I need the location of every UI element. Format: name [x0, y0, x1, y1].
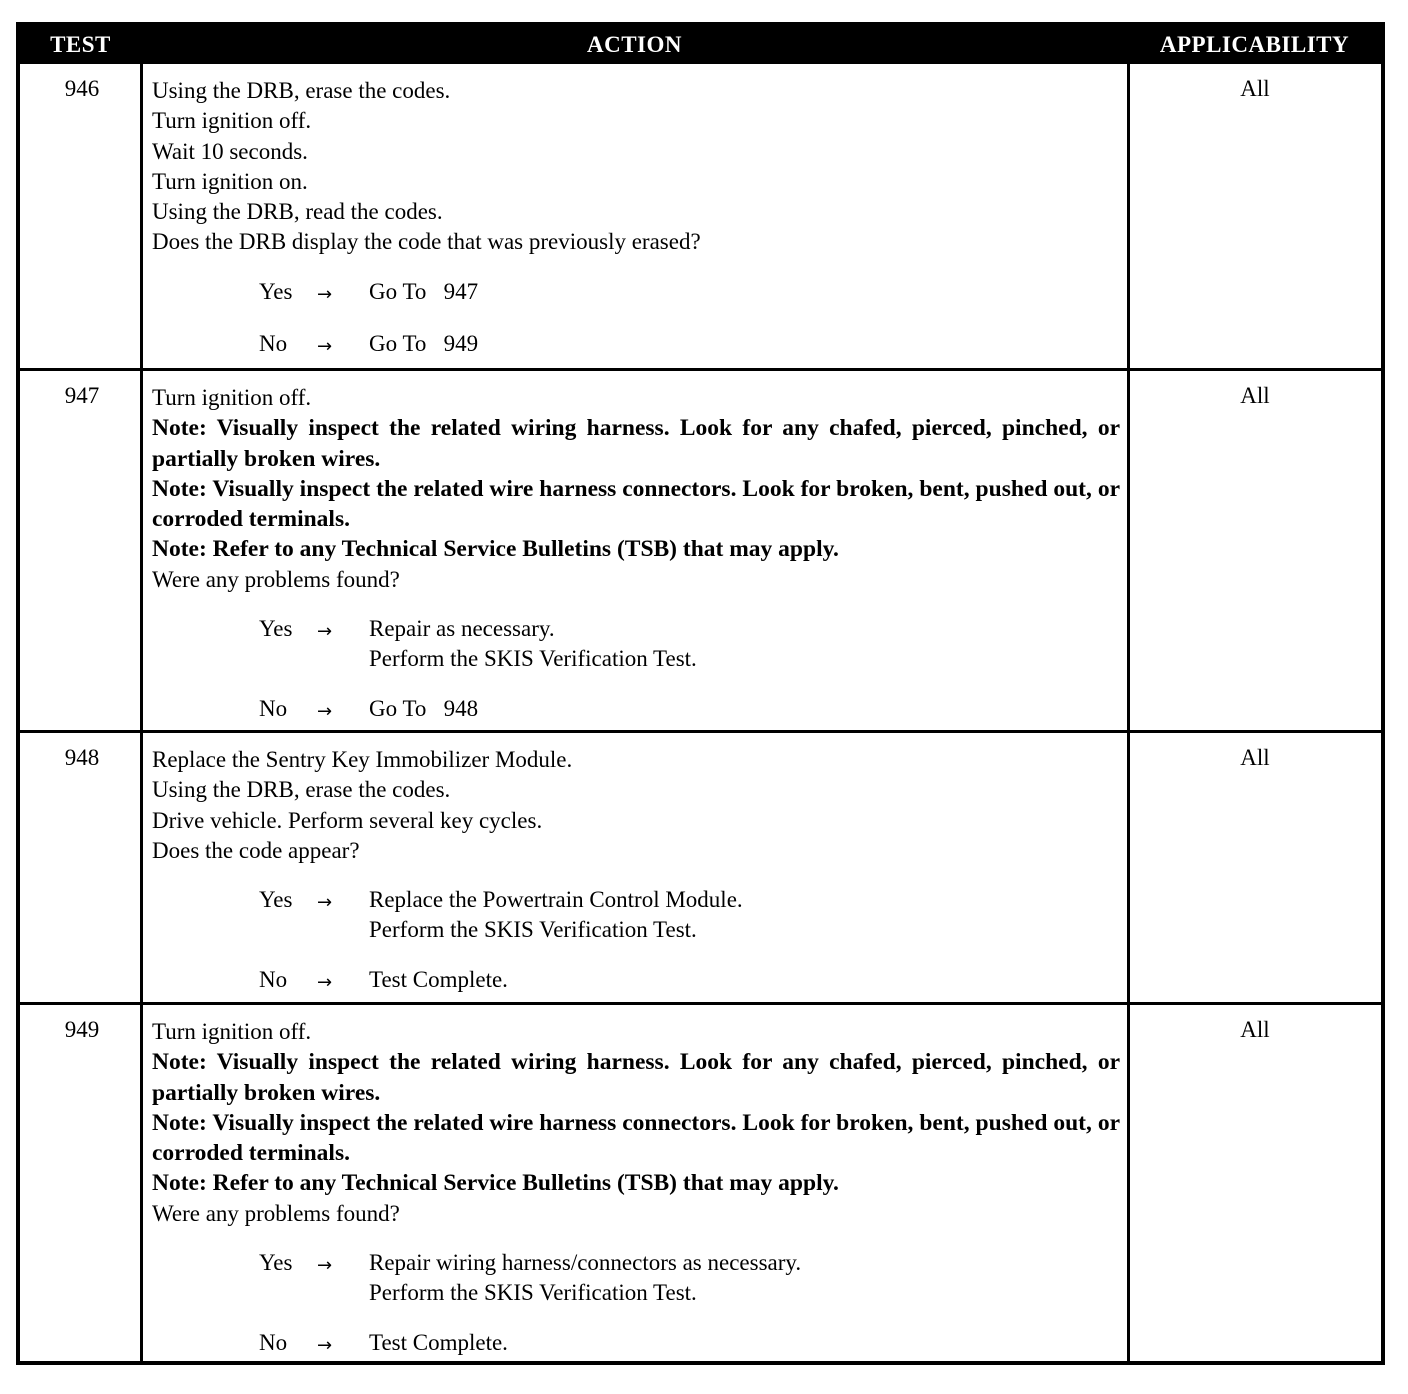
applicability-cell: All: [1240, 76, 1270, 101]
question-text: Does the DRB display the code that was previously erased?: [152, 229, 701, 255]
note-text: Note: Refer to any Technical Service Bulletins (TSB) that may apply.: [152, 536, 839, 563]
no-branch: [259, 1328, 1120, 1361]
yes-branch: [259, 277, 1120, 310]
result-line: Repair as necessary.: [369, 616, 555, 642]
test-number: 946: [64, 76, 100, 101]
table-row-946: [20, 64, 1381, 368]
table-row-948: [20, 730, 1381, 1002]
test-number: 947: [64, 383, 100, 408]
note-text: Note: Refer to any Technical Service Bulletins (TSB) that may apply.: [152, 1170, 839, 1197]
step-text: Using the DRB, read the codes.: [152, 199, 443, 225]
header-applicability: APPLICABILITY: [1159, 32, 1350, 57]
applicability-cell: All: [1240, 383, 1270, 408]
applicability-cell: All: [1240, 1017, 1270, 1042]
question-text: Does the code appear?: [152, 837, 360, 863]
no-branch: [259, 329, 1120, 362]
test-table: [16, 22, 1385, 1365]
arrow-icon: →: [317, 621, 333, 643]
result-line: Test Complete.: [369, 966, 508, 992]
step-text: Using the DRB, erase the codes.: [152, 777, 451, 803]
yes-label: Yes: [259, 887, 293, 913]
no-result: [369, 329, 478, 362]
test-number: 949: [64, 1017, 100, 1042]
result-line: Repair wiring harness/connectors as necessary.: [369, 1250, 802, 1276]
step-text: Drive vehicle. Perform several key cycles.: [152, 807, 543, 833]
decision-branches: [152, 614, 1120, 727]
yes-result: [369, 885, 743, 946]
result-line: Perform the SKIS Verification Test.: [369, 646, 697, 672]
applicability-cell: All: [1240, 745, 1270, 770]
step-text: Wait 10 seconds.: [152, 138, 308, 164]
result-line: Test Complete.: [369, 1329, 508, 1355]
yes-result: [369, 277, 478, 310]
step-text: Turn ignition off.: [152, 385, 312, 410]
note-text: Note: Visually inspect the related wiring harness. Look for any chafed, pierced, pinched, or partially broken wires.: [152, 1049, 1120, 1106]
no-branch: [259, 694, 1120, 727]
step-text: Using the DRB, erase the codes.: [152, 78, 451, 103]
decision-branches: [152, 885, 1120, 998]
no-label: No: [259, 1329, 288, 1355]
action-cell: [152, 1017, 1120, 1361]
no-result: [369, 694, 478, 727]
decision-branches: [152, 1248, 1120, 1361]
yes-branch: [259, 1248, 1120, 1309]
step-text: Turn ignition off.: [152, 108, 312, 134]
result-line: Go To 948: [369, 695, 479, 721]
yes-branch: [259, 614, 1120, 675]
table-header: [20, 26, 1381, 64]
action-cell: [152, 383, 1120, 727]
note-text: Note: Visually inspect the related wire harness connectors. Look for broken, bent, pushed out, or corroded terminals.: [152, 1109, 1120, 1167]
note-text: Note: Visually inspect the related wiring harness. Look for any chafed, pierced, pinched, or partially broken wires.: [152, 415, 1120, 472]
result-line: Go To 949: [369, 331, 479, 357]
result-line: Perform the SKIS Verification Test.: [369, 917, 697, 943]
arrow-icon: →: [317, 283, 333, 305]
arrow-icon: →: [317, 1334, 333, 1356]
yes-branch: [259, 885, 1120, 946]
yes-label: Yes: [259, 1250, 293, 1276]
action-cell: [152, 745, 1120, 998]
arrow-icon: →: [317, 892, 333, 914]
result-line: Perform the SKIS Verification Test.: [369, 1280, 697, 1306]
arrow-icon: →: [317, 971, 333, 993]
note-text: Note: Visually inspect the related wire harness connectors. Look for broken, bent, pushed out, or corroded terminals.: [152, 475, 1120, 533]
yes-result: [369, 614, 697, 675]
question-text: Were any problems found?: [152, 1200, 400, 1226]
no-label: No: [259, 966, 288, 992]
no-result: [369, 965, 508, 998]
no-branch: [259, 965, 1120, 998]
no-result: [369, 1328, 508, 1361]
header-action: ACTION: [586, 32, 682, 57]
yes-label: Yes: [259, 278, 293, 304]
question-text: Were any problems found?: [152, 566, 400, 592]
table-row-947: [20, 368, 1381, 730]
action-cell: [152, 76, 1120, 362]
no-label: No: [259, 331, 288, 357]
no-label: No: [259, 695, 288, 721]
arrow-icon: →: [317, 700, 333, 722]
step-text: Turn ignition on.: [152, 168, 308, 194]
arrow-icon: →: [317, 1255, 333, 1277]
result-line: Replace the Powertrain Control Module.: [369, 887, 743, 913]
table-row-949: [20, 1002, 1381, 1361]
yes-result: [369, 1248, 801, 1309]
test-number: 948: [64, 745, 100, 770]
yes-label: Yes: [259, 616, 293, 642]
arrow-icon: →: [317, 336, 333, 358]
decision-branches: [152, 277, 1120, 363]
step-text: Turn ignition off.: [152, 1019, 312, 1044]
result-line: Go To 947: [369, 278, 479, 304]
header-test: TEST: [50, 32, 111, 57]
step-text: Replace the Sentry Key Immobilizer Module.: [152, 747, 573, 772]
